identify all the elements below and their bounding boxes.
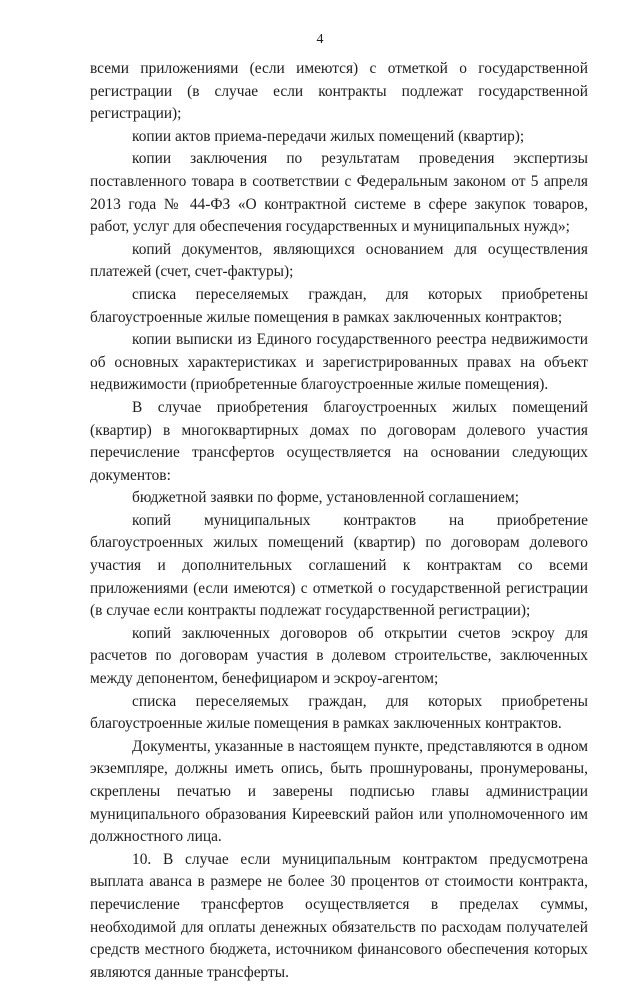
paragraph: Документы, указанные в настоящем пункте, представляются в одном экземпляре, должны иметь опись, быть прошнурованы, пронумерованы, скреплены печатью и заверены подписью главы администрации муниципального образования Киреевский район или уполномоченного им должностного лица. [90,737,588,846]
paragraph: 10. В случае если муниципальным контрактом предусмотрена выплата аванса в размере не более 30 процентов от стоимости контракта, перечисление трансфертов осуществляется в пределах суммы, необходимой для оплаты денежных обязательств по расходам получателей средств местного бюджета, источником финансового обеспечения которых являются данные трансферты. [90,850,588,981]
paragraph: копии актов приема-передачи жилых помещений (квартир); [132,127,525,145]
page-number: 4 [316,32,324,47]
paragraph: копии заключения по результатам проведения экспертизы поставленного товара в соответствии с Федеральным законом от 5 апреля 2013 года № 44-ФЗ «О контрактной системе в сфере закупок товаров, работ, услуг для обеспечения государственных и муниципальных нужд»; [90,150,588,236]
paragraph: В случае приобретения благоустроенных жилых помещений (квартир) в многоквартирных домах по договорам долевого участия перечисление трансфертов осуществляется на основании следующих документов: [90,398,588,484]
document-body [90,58,588,984]
paragraph: бюджетной заявки по форме, установленной соглашением; [132,489,519,507]
paragraph: списка переселяемых граждан, для которых приобретены благоустроенные жилые помещения в рамках заключенных контрактов; [90,285,588,326]
paragraph: копий документов, являющихся основанием для осуществления платежей (счет, счет-фактуры); [90,240,588,281]
paragraph: копий муниципальных контрактов на приобретение благоустроенных жилых помещений (квартир) по договорам долевого участия и дополнительных соглашений к контрактам со всеми приложениями (если имеются) с отметкой о государственной регистрации (в случае если контракты подлежат государственной регистрации); [90,511,588,620]
paragraph: всеми приложениями (если имеются) с отметкой о государственной регистрации (в случае если контракты подлежат государственной регистрации); [90,60,588,123]
paragraph: списка переселяемых граждан, для которых приобретены благоустроенные жилые помещения в рамках заключенных контрактов. [90,692,588,733]
paragraph: копий заключенных договоров об открытии счетов эскроу для расчетов по договорам участия в долевом строительстве, заключенных между депонентом, бенефициаром и эскроу-агентом; [90,624,588,688]
paragraph: копии выписки из Единого государственного реестра недвижимости об основных характеристиках и зарегистрированных правах на объект недвижимости (приобретенные благоустроенные жилые помещения). [90,331,588,394]
